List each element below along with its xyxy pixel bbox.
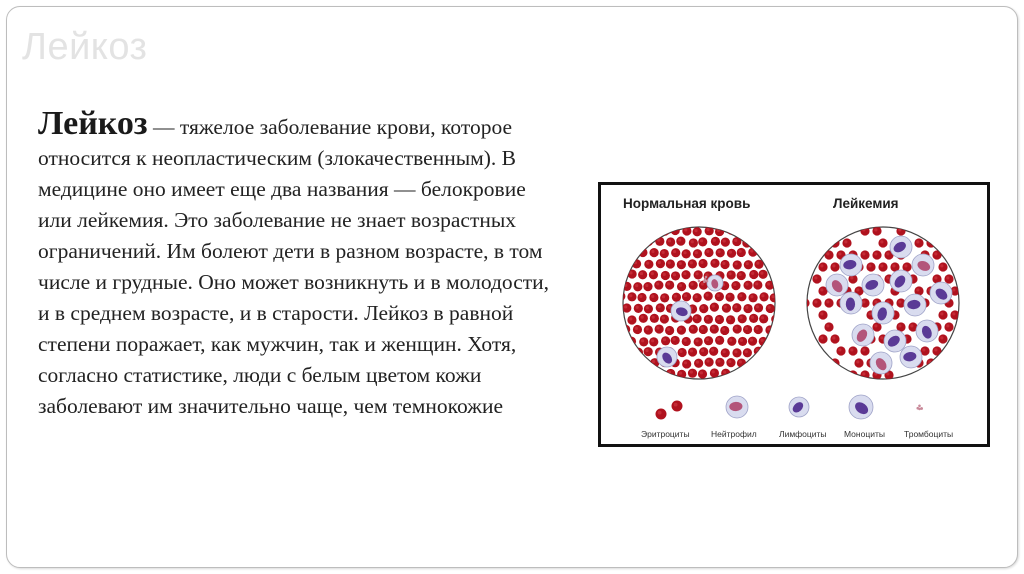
erythrocyte-cell	[639, 314, 648, 323]
erythrocyte-cell	[737, 248, 746, 257]
erythrocyte-cell	[666, 237, 675, 246]
erythrocyte-cell	[665, 326, 674, 335]
erythrocyte-cell	[860, 226, 869, 235]
erythrocyte-cell	[634, 304, 643, 313]
erythrocyte-cell	[710, 324, 719, 333]
erythrocyte-cell	[704, 336, 713, 345]
erythrocyte-cell	[759, 314, 768, 323]
erythrocyte-cell	[643, 282, 652, 291]
erythrocyte-cell	[721, 348, 730, 357]
erythrocyte-cell	[727, 226, 736, 235]
erythrocyte-cell	[689, 281, 698, 290]
erythrocyte-cell	[743, 304, 752, 313]
erythrocyte-cell	[656, 303, 665, 312]
erythrocyte-cell	[654, 280, 663, 289]
erythrocyte-cell	[754, 260, 763, 269]
erythrocyte-cell	[944, 322, 953, 331]
erythrocyte-cell	[878, 238, 887, 247]
erythrocyte-cell	[693, 227, 702, 236]
erythrocyte-cell	[689, 238, 698, 247]
erythrocyte-cell	[671, 271, 680, 280]
erythrocyte-cell	[649, 293, 658, 302]
erythrocyte-cell	[759, 292, 768, 301]
erythrocyte-cell	[699, 325, 708, 334]
erythrocyte-cell	[715, 227, 724, 236]
erythrocyte-cell	[932, 346, 941, 355]
normal-blood-label: Нормальная кровь	[623, 196, 751, 211]
erythrocyte-cell	[644, 347, 653, 356]
erythrocyte-cell	[733, 324, 742, 333]
erythrocyte-cell	[765, 325, 774, 334]
erythrocyte-cell	[655, 324, 664, 333]
erythrocyte-cell	[649, 248, 658, 257]
erythrocyte-cell	[639, 337, 648, 346]
erythrocyte-cell	[744, 260, 753, 269]
erythrocyte-cell	[677, 326, 686, 335]
erythrocyte-cell	[694, 337, 703, 346]
erythrocyte-cell	[727, 249, 736, 258]
erythrocyte-cell	[738, 337, 747, 346]
erythrocyte-cell	[660, 249, 669, 258]
erythrocyte-cell	[649, 270, 658, 279]
slide-title: Лейкоз	[22, 26, 148, 68]
erythrocyte-cell	[633, 282, 642, 291]
erythrocyte-cell	[672, 293, 681, 302]
legend-label-neutrophil: Нейтрофил	[711, 429, 757, 439]
erythrocyte-cell	[737, 292, 746, 301]
erythrocyte-cell	[715, 336, 724, 345]
erythrocyte-cell	[725, 293, 734, 302]
legend-label-platelets: Тромбоциты	[904, 429, 954, 439]
erythrocyte-cell	[672, 401, 683, 412]
erythrocyte-cell	[699, 347, 708, 356]
erythrocyte-cell	[715, 315, 724, 324]
erythrocyte-cell	[627, 292, 636, 301]
erythrocyte-cell	[860, 370, 869, 379]
erythrocyte-cell	[666, 369, 675, 378]
erythrocyte-cell	[616, 292, 625, 301]
erythrocyte-cell	[754, 303, 763, 312]
erythrocyte-cell	[682, 292, 691, 301]
legend-icons	[656, 395, 923, 420]
erythrocyte-cell	[666, 259, 675, 268]
legend-label-monocytes: Моноциты	[844, 429, 885, 439]
erythrocyte-cell	[676, 237, 685, 246]
erythrocyte-cell	[766, 304, 775, 313]
erythrocyte-cell	[638, 248, 647, 257]
erythrocyte-cell	[727, 337, 736, 346]
erythrocyte-cell	[704, 292, 713, 301]
erythrocyte-cell	[644, 237, 653, 246]
erythrocyte-cell	[938, 262, 947, 271]
erythrocyte-cell	[824, 322, 833, 331]
erythrocyte-cell	[710, 259, 719, 268]
erythrocyte-cell	[726, 315, 735, 324]
erythrocyte-cell	[836, 346, 845, 355]
erythrocyte-cell	[711, 237, 720, 246]
erythrocyte-cell	[682, 337, 691, 346]
erythrocyte-cell	[616, 314, 625, 323]
erythrocyte-cell	[698, 259, 707, 268]
erythrocyte-cell	[732, 303, 741, 312]
blood-illustration	[601, 185, 990, 447]
erythrocyte-cell	[692, 314, 701, 323]
erythrocyte-cell	[677, 260, 686, 269]
erythrocyte-cell	[743, 281, 752, 290]
erythrocyte-cell	[644, 260, 653, 269]
erythrocyte-cell	[671, 336, 680, 345]
erythrocyte-cell	[656, 259, 665, 268]
erythrocyte-cell	[944, 274, 953, 283]
erythrocyte-cell	[726, 358, 735, 367]
erythrocyte-cell	[709, 347, 718, 356]
erythrocyte-cell	[661, 271, 670, 280]
erythrocyte-cell	[694, 270, 703, 279]
erythrocyte-cell	[715, 358, 724, 367]
erythrocyte-cell	[694, 359, 703, 368]
erythrocyte-cell	[727, 270, 736, 279]
erythrocyte-cell	[693, 249, 702, 258]
erythrocyte-cell	[716, 248, 725, 257]
erythrocyte-cell	[699, 304, 708, 313]
erythrocyte-cell	[938, 310, 947, 319]
erythrocyte-cell	[622, 303, 631, 312]
erythrocyte-cell	[824, 250, 833, 259]
erythrocyte-cell	[682, 249, 691, 258]
erythrocyte-cell	[758, 270, 767, 279]
body-paragraph	[38, 105, 558, 422]
leukemia-label: Лейкемия	[833, 196, 899, 211]
erythrocyte-cell	[660, 227, 669, 236]
erythrocyte-cell	[693, 293, 702, 302]
erythrocyte-cell	[656, 409, 667, 420]
erythrocyte-cell	[830, 334, 839, 343]
erythrocyte-cell	[704, 315, 713, 324]
erythrocyte-cell	[731, 281, 740, 290]
erythrocyte-cell	[754, 325, 763, 334]
erythrocyte-cell	[878, 262, 887, 271]
erythrocyte-cell	[644, 325, 653, 334]
erythrocyte-cell	[649, 337, 658, 346]
erythrocyte-cell	[720, 326, 729, 335]
erythrocyte-cell	[848, 346, 857, 355]
erythrocyte-cell	[638, 270, 647, 279]
erythrocyte-cell	[688, 259, 697, 268]
erythrocyte-cell	[682, 359, 691, 368]
erythrocyte-cell	[698, 237, 707, 246]
erythrocyte-cell	[818, 334, 827, 343]
erythrocyte-cell	[743, 348, 752, 357]
erythrocyte-cell	[753, 280, 762, 289]
erythrocyte-cell	[722, 304, 731, 313]
erythrocyte-cell	[715, 292, 724, 301]
blood-comparison-figure	[598, 182, 990, 447]
erythrocyte-cell	[721, 238, 730, 247]
erythrocyte-cell	[732, 348, 741, 357]
erythrocyte-cell	[749, 314, 758, 323]
erythrocyte-cell	[737, 271, 746, 280]
body-text: — тяжелое заболевание крови, которое относится к неопластическим (злокачественным). В медицине оно имеет еще два названия — белокровие или лейкемия. Это заболевание не знает возрастных ограничений. Им болеют дети в разном возрасте, в том числе и грудные. Оно может возникнуть и в молодости, и в среднем возрасте, и в старости. Лейкоз в равной степени поражает, как мужчин, так и женщин. Хотя, согласно статистике, люди с белым цветом кожи заболевают им значительно чаще, чем темнокожие	[38, 115, 550, 418]
erythrocyte-cell	[704, 248, 713, 257]
erythrocyte-cell	[720, 260, 729, 269]
erythrocyte-cell	[872, 250, 881, 259]
erythrocyte-cell	[896, 226, 905, 235]
erythrocyte-cell	[677, 282, 686, 291]
erythrocyte-cell	[812, 274, 821, 283]
erythrocyte-cell	[660, 293, 669, 302]
erythrocyte-cell	[914, 238, 923, 247]
erythrocyte-cell	[698, 369, 707, 378]
erythrocyte-cell	[830, 262, 839, 271]
erythrocyte-cell	[842, 238, 851, 247]
erythrocyte-cell	[812, 298, 821, 307]
erythrocyte-cell	[689, 325, 698, 334]
erythrocyte-cell	[628, 269, 637, 278]
erythrocyte-cell	[710, 303, 719, 312]
erythrocyte-cell	[860, 250, 869, 259]
erythrocyte-cell	[749, 270, 758, 279]
erythrocyte-cell	[678, 348, 687, 357]
erythrocyte-cell	[688, 347, 697, 356]
term-heading: Лейкоз	[38, 105, 148, 142]
legend-label-erythrocytes: Эритроциты	[641, 429, 690, 439]
erythrocyte-cell	[872, 226, 881, 235]
erythrocyte-cell	[704, 358, 713, 367]
erythrocyte-cell	[938, 334, 947, 343]
erythrocyte-cell	[866, 262, 875, 271]
erythrocyte-cell	[860, 346, 869, 355]
erythrocyte-cell	[627, 315, 636, 324]
erythrocyte-cell	[644, 304, 653, 313]
erythrocyte-cell	[661, 336, 670, 345]
erythrocyte-cell	[655, 237, 664, 246]
erythrocyte-cell	[824, 298, 833, 307]
erythrocyte-cell	[818, 310, 827, 319]
erythrocyte-cell	[743, 325, 752, 334]
erythrocyte-cell	[681, 270, 690, 279]
erythrocyte-cell	[633, 325, 642, 334]
erythrocyte-cell	[818, 262, 827, 271]
erythrocyte-cell	[748, 293, 757, 302]
erythrocyte-cell	[932, 250, 941, 259]
erythrocyte-cell	[710, 368, 719, 377]
legend-label-lymphocytes: Лимфоциты	[779, 429, 827, 439]
erythrocyte-cell	[733, 260, 742, 269]
erythrocyte-cell	[800, 298, 809, 307]
erythrocyte-cell	[671, 248, 680, 257]
erythrocyte-cell	[770, 293, 779, 302]
erythrocyte-cell	[738, 314, 747, 323]
erythrocyte-cell	[748, 337, 757, 346]
erythrocyte-cell	[637, 293, 646, 302]
erythrocyte-cell	[650, 314, 659, 323]
erythrocyte-cell	[660, 314, 669, 323]
erythrocyte-cell	[688, 369, 697, 378]
erythrocyte-cell	[854, 358, 863, 367]
erythrocyte-cell	[665, 280, 674, 289]
